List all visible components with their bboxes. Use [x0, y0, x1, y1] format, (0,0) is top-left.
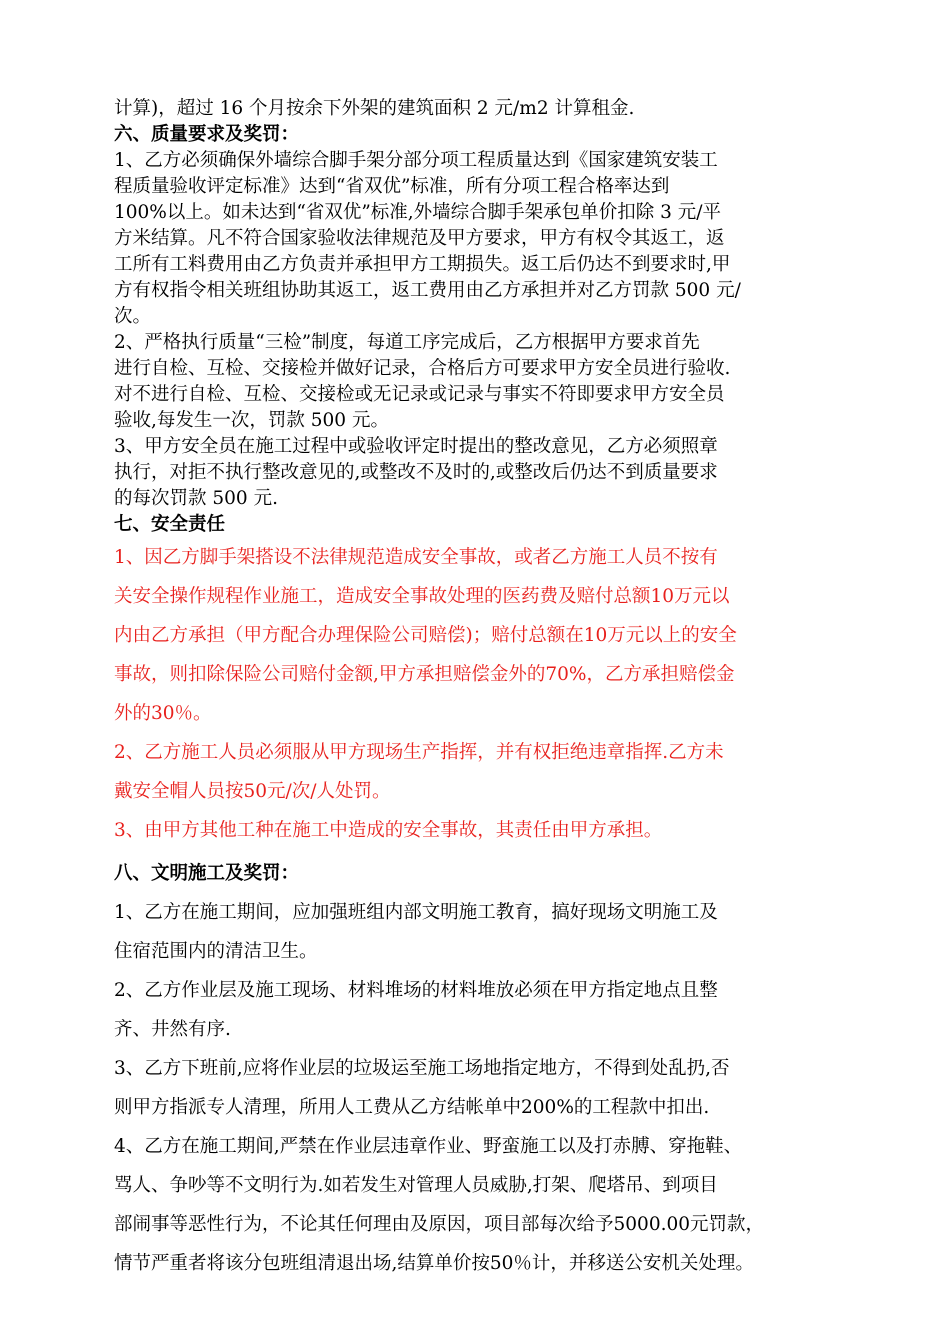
paragraph-line: 计算)，超过 16 个月按余下外架的建筑面积 2 元/m2 计算租金.: [114, 98, 635, 119]
paragraph-line: 方有权指令相关班组协助其返工，返工费用由乙方承担并对乙方罚款 500 元/: [114, 280, 741, 301]
paragraph-line: 的每次罚款 500 元.: [114, 488, 278, 509]
paragraph-line: 内由乙方承担（甲方配合办理保险公司赔偿)；赔付总额在10万元以上的安全: [114, 625, 737, 646]
paragraph-line: 对不进行自检、互检、交接检或无记录或记录与事实不符即要求甲方安全员: [114, 384, 725, 405]
paragraph-line: 验收,每发生一次，罚款 500 元。: [114, 410, 389, 431]
section-6-item-2: [114, 330, 874, 434]
paragraph-line: 方米结算。凡不符合国家验收法律规范及甲方要求，甲方有权令其返工，返: [114, 228, 725, 249]
section-8-item-4: [114, 1127, 874, 1283]
paragraph-line: 则甲方指派专人清理，所用人工费从乙方结帐单中200%的工程款中扣出.: [114, 1097, 710, 1118]
section-8-item-3: [114, 1049, 874, 1127]
paragraph-line: 骂人、争吵等不文明行为.如若发生对管理人员威胁,打架、爬塔吊、到项目: [114, 1175, 718, 1196]
paragraph-line: 外的30％。: [114, 703, 212, 724]
section-7-body: [114, 538, 874, 850]
section-8-body: [114, 854, 874, 1283]
section-8-item-1: [114, 893, 874, 971]
paragraph-line: 工所有工料费用由乙方负责并承担甲方工期损失。返工后仍达不到要求时,甲: [114, 254, 731, 275]
intro-block: [114, 96, 874, 538]
paragraph-line: 齐、井然有序.: [114, 1019, 231, 1040]
section-6-item-3: [114, 434, 874, 512]
paragraph-line: 戴安全帽人员按50元/次/人处罚。: [114, 781, 391, 802]
section-7-heading: 七、安全责任: [114, 514, 226, 535]
section-8-item-2: [114, 971, 874, 1049]
paragraph-line: 1、乙方必须确保外墙综合脚手架分部分项工程质量达到《国家建筑安装工: [114, 150, 718, 171]
paragraph-line: 4、乙方在施工期间,严禁在作业层违章作业、野蛮施工以及打赤膊、穿拖鞋、: [114, 1136, 743, 1157]
paragraph-line: 2、乙方作业层及施工现场、材料堆场的材料堆放必须在甲方指定地点且整: [114, 980, 718, 1001]
document-page: [114, 96, 874, 1283]
paragraph-line: 进行自检、互检、交接检并做好记录，合格后方可要求甲方安全员进行验收.: [114, 358, 731, 379]
paragraph-line: 1、因乙方脚手架搭设不法律规范造成安全事故，或者乙方施工人员不按有: [114, 547, 718, 568]
paragraph-line: 3、由甲方其他工种在施工中造成的安全事故，其责任由甲方承担。: [114, 820, 663, 841]
paragraph-line: 1、乙方在施工期间，应加强班组内部文明施工教育，搞好现场文明施工及: [114, 902, 718, 923]
paragraph-line: 部闹事等恶性行为，不论其任何理由及原因，项目部每次给予5000.00元罚款，: [114, 1214, 765, 1235]
paragraph-line: 情节严重者将该分包班组清退出场,结算单价按50％计，并移送公安机关处理。: [114, 1253, 754, 1274]
section-8-heading: 八、文明施工及奖罚：: [114, 863, 300, 884]
section-7-item-2: [114, 733, 874, 811]
paragraph-line: 执行，对拒不执行整改意见的,或整改不及时的,或整改后仍达不到质量要求: [114, 462, 718, 483]
section-6-item-1: [114, 148, 874, 330]
section-7-item-1: [114, 538, 874, 733]
paragraph-line: 事故，则扣除保险公司赔付金额,甲方承担赔偿金外的70%，乙方承担赔偿金: [114, 664, 735, 685]
paragraph-line: 3、乙方下班前,应将作业层的垃圾运至施工场地指定地方，不得到处乱扔,否: [114, 1058, 730, 1079]
paragraph-line: 程质量验收评定标准》达到“省双优”标准，所有分项工程合格率达到: [114, 176, 670, 197]
paragraph-line: 100%以上。如未达到“省双优”标准,外墙综合脚手架承包单价扣除 3 元/平: [114, 202, 721, 223]
paragraph-line: 2、严格执行质量“三检”制度，每道工序完成后，乙方根据甲方要求首先: [114, 332, 700, 353]
paragraph-line: 2、乙方施工人员必须服从甲方现场生产指挥，并有权拒绝违章指挥.乙方未: [114, 742, 724, 763]
section-6-heading: 六、质量要求及奖罚：: [114, 124, 300, 145]
paragraph-line: 关安全操作规程作业施工，造成安全事故处理的医药费及赔付总额10万元以: [114, 586, 730, 607]
section-7-item-3: [114, 811, 874, 850]
paragraph-line: 3、甲方安全员在施工过程中或验收评定时提出的整改意见，乙方必须照章: [114, 436, 718, 457]
paragraph-line: 住宿范围内的清洁卫生。: [114, 941, 318, 962]
paragraph-line: 次。: [114, 306, 152, 327]
